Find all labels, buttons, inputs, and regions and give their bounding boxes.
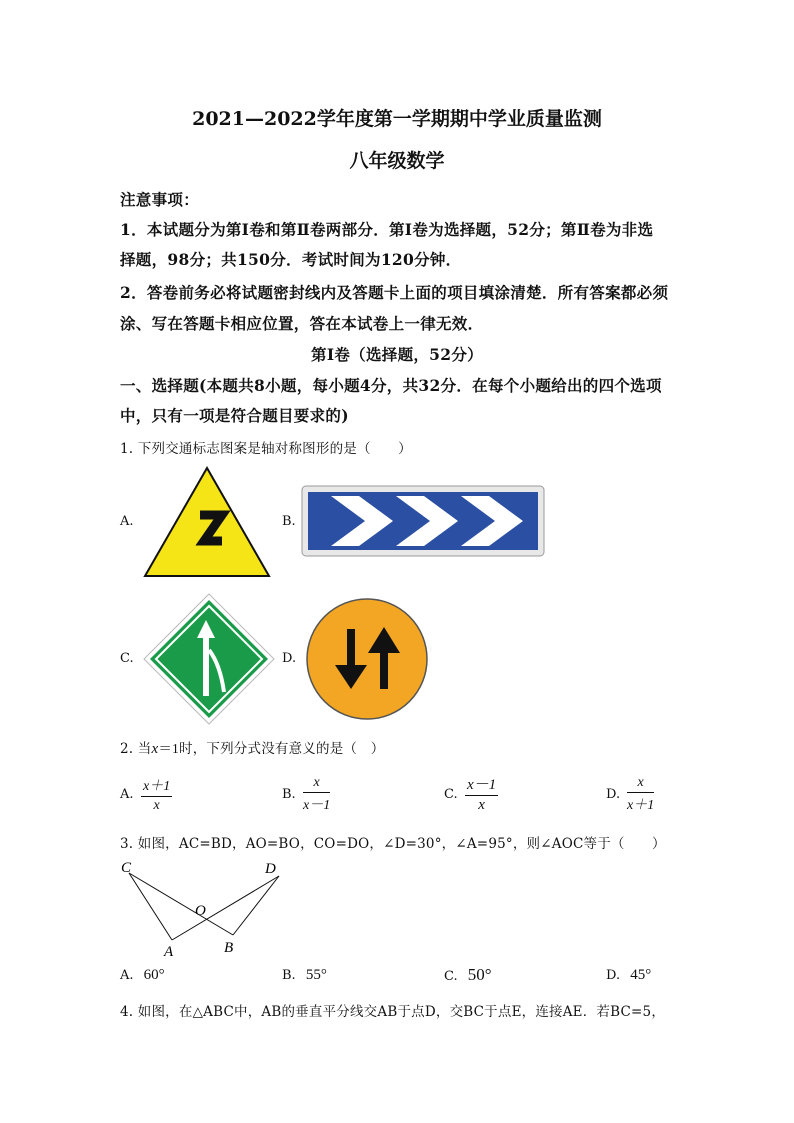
q4-stem: 4. 如图，在△ABC中，AB的垂直平分线交AB于点D，交BC于点E，连接AE．若BC=5， (120, 1004, 666, 1020)
point-label-d: D (265, 861, 276, 877)
q2-option-d-label: D. (606, 787, 621, 802)
sign-disc (307, 599, 427, 719)
q1-stem: 1. 下列交通标志图案是轴对称图形的是（ ） (120, 441, 412, 457)
q3-option-a-value: 60° (143, 967, 165, 983)
segment-cb (129, 873, 233, 935)
q3-option-d-value: 45° (630, 967, 652, 983)
q3-option-b (282, 967, 327, 984)
q1-option-a-label: A. (120, 514, 134, 529)
notes-item-1-line-2: 择题，98分；共150分．考试时间为120分钟． (120, 250, 462, 269)
point-label-c: C (121, 860, 132, 876)
q3-option-c-label: C. (444, 969, 458, 984)
q2-option-d-fraction (627, 775, 654, 814)
notes-item-1-line-1: 1．本试题分为第Ⅰ卷和第Ⅱ卷两部分．第Ⅰ卷为选择题，52分；第Ⅱ卷为非选 (120, 220, 654, 239)
blue-chevron-direction-sign (301, 485, 545, 557)
q2-stem-equation: ＝1 (158, 741, 179, 756)
segment-bd (233, 876, 279, 935)
green-merge-lane-sign (142, 592, 276, 726)
section-heading-line-2: 中，只有一项是符合题目要求的) (120, 406, 349, 425)
notes-item-2-line-1: 2．答卷前务必将试题密封线内及答题卡上面的项目填涂清楚．所有答案都必须 (120, 283, 669, 302)
q2-option-c-fraction (465, 773, 498, 814)
triangle-body (145, 468, 269, 576)
down-arrow-shaft (347, 629, 355, 671)
q3-option-a (120, 967, 165, 984)
fraction-numerator: x－1 (465, 773, 498, 796)
q1-option-c-label: C. (120, 651, 134, 666)
q2-stem-variable: x (151, 741, 159, 757)
q1-option-b-label: B. (282, 514, 296, 529)
q3-option-b-label: B. (282, 968, 296, 983)
fraction-denominator: x (153, 798, 160, 813)
q2-stem-prefix: 2. 当 (120, 741, 152, 757)
q2-option-b-label: B. (282, 787, 296, 802)
up-arrow-shaft (380, 647, 388, 689)
notes-item-2-line-2: 涂、写在答题卡相应位置，答在本试卷上一律无效． (120, 314, 484, 333)
q3-option-c-value: 50° (467, 965, 492, 984)
q3-option-d (606, 967, 651, 984)
q2-option-a-label: A. (120, 787, 134, 802)
q2-option-a-fraction (141, 775, 172, 814)
fraction-numerator: x (303, 775, 330, 793)
section-heading-line-1: 一、选择题(本题共8小题，每小题4分，共32分．在每个小题给出的四个选项 (120, 376, 662, 395)
q3-option-a-label: A. (120, 968, 134, 983)
fraction-denominator: x (478, 797, 485, 813)
fraction-denominator: x－1 (303, 798, 331, 813)
exam-subtitle: 八年级数学 (349, 150, 445, 172)
q2-stem-suffix: 时，下列分式没有意义的是（ ） (179, 741, 385, 757)
q2-option-b-fraction (303, 775, 330, 814)
point-label-a: A (164, 944, 174, 960)
q3-option-b-value: 55° (305, 967, 327, 983)
q2-stem (120, 737, 385, 758)
part1-heading: 第Ⅰ卷（选择题，52分） (311, 345, 483, 364)
q3-geometry-figure (115, 855, 290, 960)
q3-option-c (444, 965, 492, 985)
segment-ca (129, 873, 172, 940)
q2-option-c-label: C. (444, 787, 458, 802)
fraction-numerator: x＋1 (141, 775, 172, 797)
q1-option-d-label: D. (282, 651, 297, 666)
fraction-numerator: x (627, 775, 654, 793)
orange-two-way-traffic-sign (305, 597, 429, 721)
point-label-b: B (224, 940, 234, 956)
q3-stem: 3. 如图，AC=BD，AO=BO，CO=DO，∠D=30°，∠A=95°，则∠AOC等于（ ） (120, 836, 666, 852)
point-label-o: O (195, 903, 206, 919)
q3-option-d-label: D. (606, 968, 621, 983)
yellow-triangle-warning-sign (142, 465, 272, 579)
fraction-denominator: x＋1 (627, 798, 655, 813)
notes-heading: 注意事项： (120, 190, 200, 209)
exam-title: 2021—2022学年度第一学期期中学业质量监测 (192, 108, 602, 130)
